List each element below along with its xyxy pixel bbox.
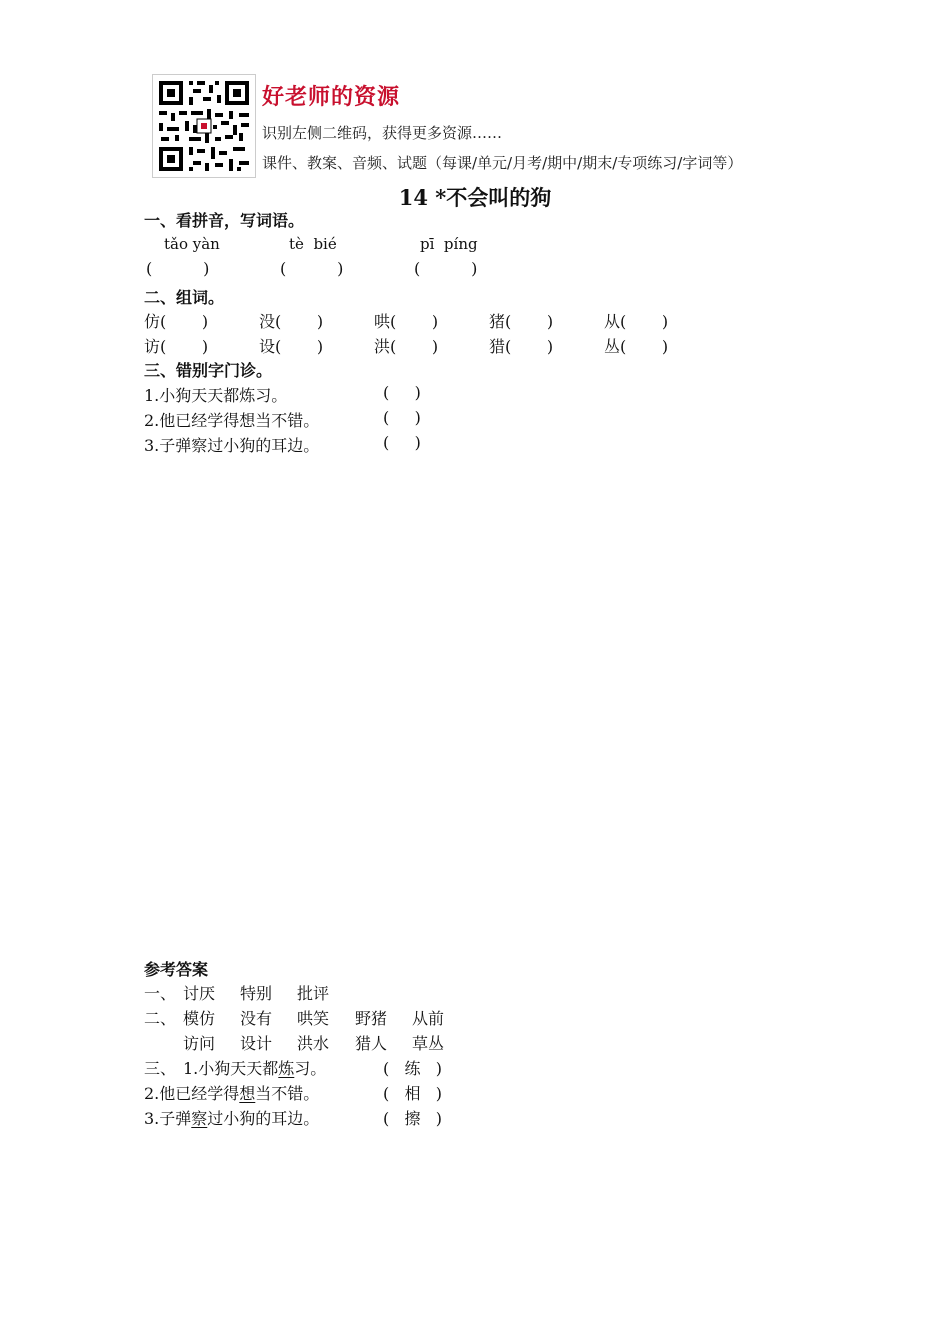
word-item[interactable]: 从( ) (604, 312, 669, 331)
answer-2-label: 二、 (144, 1009, 177, 1028)
answer-correction-3: 3.子弹察过小狗的耳边。 (144, 1109, 320, 1128)
resource-banner (152, 74, 802, 178)
marked-character: 想 (239, 1084, 256, 1103)
section-3-heading: 三、错别字门诊。 (144, 361, 273, 380)
word-item[interactable]: 仿( ) (144, 312, 209, 331)
answer-word: 访问 (183, 1034, 216, 1053)
answer-1-label: 一、 (144, 984, 177, 1003)
word-item[interactable]: 猪( ) (489, 312, 554, 331)
answers-heading: 参考答案 (144, 960, 209, 979)
error-blank-3[interactable]: ( ) (383, 433, 421, 452)
answer-word: 哄笑 (297, 1009, 330, 1028)
answer-word: 从前 (412, 1009, 445, 1028)
answer-correction-1: 1.小狗天天都炼习。 (183, 1059, 327, 1078)
answer-word: 野猪 (355, 1009, 388, 1028)
answer-word: 洪水 (297, 1034, 330, 1053)
answer-word: 讨厌 (183, 984, 216, 1003)
error-item-1: 1.小狗天天都炼习。 (144, 386, 288, 405)
pinyin-2: tè bié (289, 235, 337, 253)
answer-correction-value: ( 擦 ) (383, 1109, 443, 1128)
qr-code-icon (152, 74, 256, 178)
answer-word: 草丛 (412, 1034, 445, 1053)
word-item[interactable]: 访( ) (144, 337, 209, 356)
answer-blank-2[interactable]: ( ) (280, 259, 344, 278)
word-item[interactable]: 设( ) (259, 337, 324, 356)
word-item[interactable]: 哄( ) (374, 312, 439, 331)
section-1-heading: 一、看拼音，写词语。 (144, 211, 305, 230)
error-blank-1[interactable]: ( ) (383, 383, 421, 402)
marked-character: 炼 (278, 1059, 295, 1078)
word-item[interactable]: 丛( ) (604, 337, 669, 356)
answer-correction-value: ( 练 ) (383, 1059, 443, 1078)
answer-word: 设计 (240, 1034, 273, 1053)
word-item[interactable]: 没( ) (259, 312, 324, 331)
answer-blank-1[interactable]: ( ) (146, 259, 210, 278)
error-item-2: 2.他已经学得想当不错。 (144, 411, 320, 430)
answer-word: 没有 (240, 1009, 273, 1028)
banner-line-1: 识别左侧二维码，获得更多资源…… (262, 124, 503, 142)
answer-word: 模仿 (183, 1009, 216, 1028)
answer-word: 批评 (297, 984, 330, 1003)
pinyin-3: pī píng (420, 235, 478, 253)
error-blank-2[interactable]: ( ) (383, 408, 421, 427)
pinyin-1: tǎo yàn (164, 235, 220, 253)
banner-line-2: 课件、教案、音频、试题（每课/单元/月考/期中/期末/专项练习/字词等） (262, 154, 743, 172)
answer-blank-3[interactable]: ( ) (414, 259, 478, 278)
section-2-heading: 二、组词。 (144, 288, 225, 307)
word-item[interactable]: 洪( ) (374, 337, 439, 356)
answer-word: 特别 (240, 984, 273, 1003)
answer-correction-2: 2.他已经学得想当不错。 (144, 1084, 320, 1103)
answer-3-label: 三、 (144, 1059, 177, 1078)
marked-character: 察 (191, 1109, 208, 1128)
brand-title: 好老师的资源 (262, 85, 401, 110)
answer-word: 猎人 (355, 1034, 388, 1053)
answer-correction-value: ( 相 ) (383, 1084, 443, 1103)
error-item-3: 3.子弹察过小狗的耳边。 (144, 436, 320, 455)
page-title: 14 *不会叫的狗 (398, 185, 552, 210)
word-item[interactable]: 猎( ) (489, 337, 554, 356)
